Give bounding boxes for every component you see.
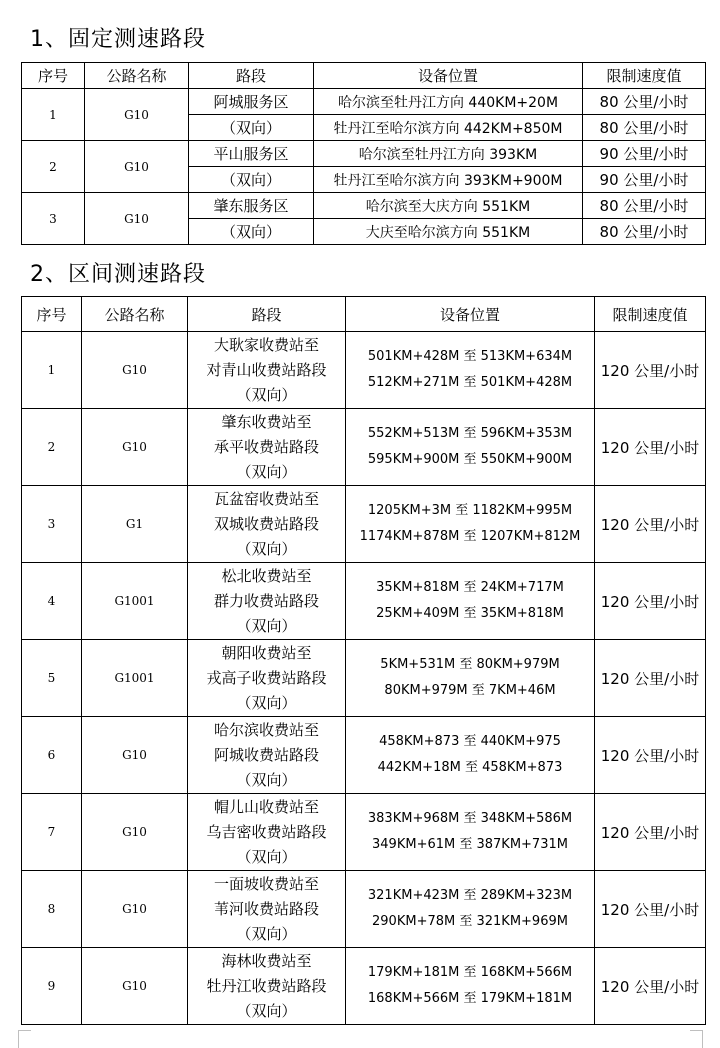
header-cell: 路段 [188, 297, 346, 332]
table-row [22, 332, 706, 409]
segment-line: 乌吉密收费站路段 [206, 822, 327, 841]
device-position: 552KM+513M 至 596KM+353M [367, 426, 573, 441]
table-row [22, 794, 706, 871]
device-position: 1205KM+3M 至 1182KM+995M [367, 503, 573, 518]
device-position-cell [346, 332, 595, 409]
segment-line: 松北收费站至 [221, 566, 312, 585]
road-name: G10 [85, 141, 189, 193]
device-position-cell [346, 948, 595, 1025]
segment-line: 承平收费站路段 [213, 437, 319, 456]
segment-line: 对青山收费站路段 [206, 360, 327, 379]
segment-cell [188, 332, 346, 409]
segment-direction: （双向） [189, 115, 314, 141]
speed-limit: 80 公里/小时 [583, 193, 706, 219]
segment-line: （双向） [236, 1001, 297, 1020]
table-header-row [22, 297, 706, 332]
device-position: 501KM+428M 至 513KM+634M [367, 349, 573, 364]
device-position: 5KM+531M 至 80KM+979M [380, 657, 560, 672]
segment-line: 大耿家收费站至 [213, 335, 319, 354]
header-cell: 序号 [22, 297, 82, 332]
header-cell: 路段 [189, 63, 314, 89]
road-name: G10 [82, 717, 188, 794]
segment-line: 戎高子收费站路段 [206, 668, 327, 687]
header-cell: 设备位置 [346, 297, 595, 332]
row-number: 3 [22, 193, 85, 245]
table-row [22, 948, 706, 1025]
segment-line: 朝阳收费站至 [221, 643, 312, 662]
row-number: 5 [22, 640, 82, 717]
fixed-speed-table [21, 62, 706, 245]
segment-line: 海林收费站至 [221, 951, 312, 970]
segment-line: （双向） [236, 770, 297, 789]
row-number: 6 [22, 717, 82, 794]
device-position-cell [346, 409, 595, 486]
segment-line: （双向） [236, 693, 297, 712]
row-number: 7 [22, 794, 82, 871]
header-cell: 设备位置 [314, 63, 583, 89]
segment-name: 肇东服务区 [189, 193, 314, 219]
device-position: 512KM+271M 至 501KM+428M [367, 375, 573, 390]
table-row [22, 409, 706, 486]
speed-limit: 120 公里/小时 [595, 486, 706, 563]
device-position: 牡丹江至哈尔滨方向 442KM+850M [314, 115, 583, 141]
road-name: G10 [82, 794, 188, 871]
segment-direction: （双向） [189, 167, 314, 193]
row-number: 9 [22, 948, 82, 1025]
row-number: 1 [22, 332, 82, 409]
interval-speed-table [21, 296, 706, 1025]
segment-direction: （双向） [189, 219, 314, 245]
segment-line: 苇河收费站路段 [213, 899, 319, 918]
section1-title: 1、固定测速路段 [30, 27, 206, 52]
speed-limit: 120 公里/小时 [595, 640, 706, 717]
device-position: 1174KM+878M 至 1207KM+812M [359, 529, 581, 544]
header-cell: 限制速度值 [595, 297, 706, 332]
table-row [22, 717, 706, 794]
speed-limit: 120 公里/小时 [595, 563, 706, 640]
speed-limit: 120 公里/小时 [595, 332, 706, 409]
device-position: 25KM+409M 至 35KM+818M [376, 606, 564, 621]
segment-cell [188, 640, 346, 717]
device-position: 168KM+566M 至 179KM+181M [367, 991, 573, 1006]
row-number: 4 [22, 563, 82, 640]
segment-cell [188, 871, 346, 948]
road-name: G1001 [82, 563, 188, 640]
segment-name: 平山服务区 [189, 141, 314, 167]
speed-limit: 80 公里/小时 [583, 115, 706, 141]
segment-line: 帽儿山收费站至 [213, 797, 319, 816]
segment-line: 肇东收费站至 [221, 412, 312, 431]
segment-line: 牡丹江收费站路段 [206, 976, 327, 995]
row-number: 1 [22, 89, 85, 141]
device-position: 442KM+18M 至 458KM+873 [377, 760, 563, 775]
segment-line: 瓦盆窑收费站至 [213, 489, 319, 508]
device-position-cell [346, 871, 595, 948]
device-position: 大庆至哈尔滨方向 551KM [314, 219, 583, 245]
road-name: G10 [85, 193, 189, 245]
device-position: 80KM+979M 至 7KM+46M [384, 683, 556, 698]
speed-limit: 80 公里/小时 [583, 219, 706, 245]
speed-limit: 120 公里/小时 [595, 948, 706, 1025]
table-row [22, 871, 706, 948]
speed-limit: 80 公里/小时 [583, 89, 706, 115]
road-name: G1001 [82, 640, 188, 717]
speed-limit: 120 公里/小时 [595, 794, 706, 871]
segment-line: （双向） [236, 616, 297, 635]
speed-limit: 90 公里/小时 [583, 167, 706, 193]
speed-limit: 120 公里/小时 [595, 871, 706, 948]
table-header-row [22, 63, 706, 89]
table-row [22, 486, 706, 563]
speed-limit: 120 公里/小时 [595, 409, 706, 486]
segment-name: 阿城服务区 [189, 89, 314, 115]
speed-limit: 120 公里/小时 [595, 717, 706, 794]
segment-line: 一面坡收费站至 [213, 874, 319, 893]
header-cell: 限制速度值 [583, 63, 706, 89]
table-row [22, 141, 706, 167]
device-position: 哈尔滨至大庆方向 551KM [314, 193, 583, 219]
section2-title: 2、区间测速路段 [30, 262, 206, 287]
page-corner-mark [690, 1030, 703, 1048]
device-position: 458KM+873 至 440KM+975 [379, 734, 561, 749]
segment-line: （双向） [236, 539, 297, 558]
segment-line: 双城收费站路段 [213, 514, 319, 533]
segment-cell [188, 717, 346, 794]
device-position: 349KM+61M 至 387KM+731M [372, 837, 568, 852]
device-position: 哈尔滨至牡丹江方向 393KM [314, 141, 583, 167]
table-row [22, 640, 706, 717]
row-number: 8 [22, 871, 82, 948]
table-row [22, 193, 706, 219]
road-name: G1 [82, 486, 188, 563]
device-position-cell [346, 486, 595, 563]
device-position: 290KM+78M 至 321KM+969M [372, 914, 568, 929]
device-position: 179KM+181M 至 168KM+566M [367, 965, 573, 980]
row-number: 2 [22, 141, 85, 193]
segment-cell [188, 948, 346, 1025]
segment-line: （双向） [236, 924, 297, 943]
speed-limit: 90 公里/小时 [583, 141, 706, 167]
device-position-cell [346, 640, 595, 717]
segment-line: 阿城收费站路段 [213, 745, 319, 764]
device-position-cell [346, 563, 595, 640]
segment-cell [188, 563, 346, 640]
device-position: 383KM+968M 至 348KM+586M [367, 811, 573, 826]
device-position-cell [346, 794, 595, 871]
device-position-cell [346, 717, 595, 794]
header-cell: 公路名称 [85, 63, 189, 89]
device-position: 321KM+423M 至 289KM+323M [367, 888, 573, 903]
segment-line: 哈尔滨收费站至 [213, 720, 319, 739]
segment-line: （双向） [236, 847, 297, 866]
table-row [22, 563, 706, 640]
page-corner-mark [18, 1030, 31, 1048]
segment-cell [188, 794, 346, 871]
device-position: 牡丹江至哈尔滨方向 393KM+900M [314, 167, 583, 193]
segment-cell [188, 486, 346, 563]
road-name: G10 [82, 409, 188, 486]
table-row [22, 89, 706, 115]
device-position: 35KM+818M 至 24KM+717M [376, 580, 564, 595]
road-name: G10 [82, 871, 188, 948]
row-number: 3 [22, 486, 82, 563]
device-position: 595KM+900M 至 550KM+900M [367, 452, 573, 467]
segment-line: 群力收费站路段 [213, 591, 319, 610]
device-position: 哈尔滨至牡丹江方向 440KM+20M [314, 89, 583, 115]
road-name: G10 [85, 89, 189, 141]
header-cell: 序号 [22, 63, 85, 89]
segment-line: （双向） [236, 385, 297, 404]
segment-line: （双向） [236, 462, 297, 481]
row-number: 2 [22, 409, 82, 486]
header-cell: 公路名称 [82, 297, 188, 332]
road-name: G10 [82, 332, 188, 409]
road-name: G10 [82, 948, 188, 1025]
segment-cell [188, 409, 346, 486]
